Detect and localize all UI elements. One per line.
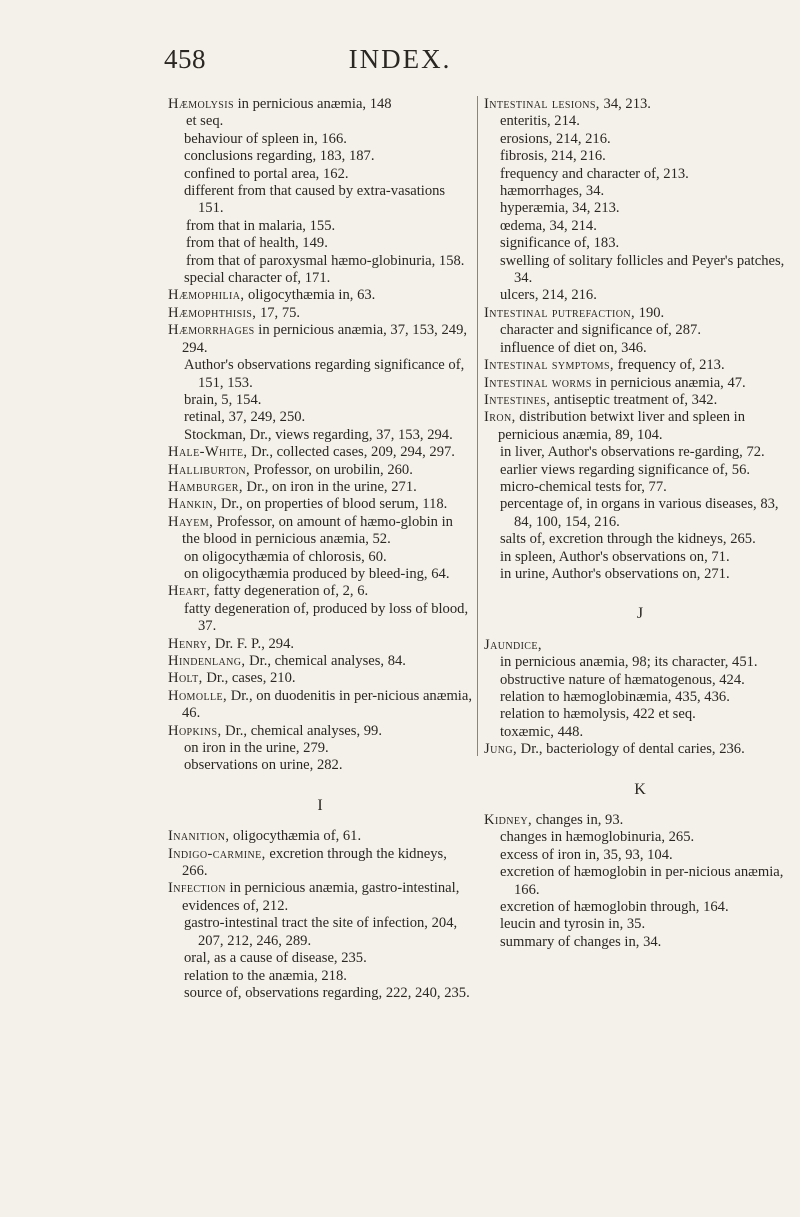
index-entry — [168, 322, 472, 357]
index-subentry: relation to hæmoglobinæmia, 435, 436. — [500, 689, 730, 705]
index-headword: Hopkins, — [168, 722, 222, 739]
index-entry-text: antiseptic treatment of, 342. — [550, 391, 718, 408]
index-entry — [484, 741, 796, 758]
index-headword: Intestines, — [484, 391, 551, 408]
index-headword: Kidney, — [484, 812, 533, 829]
index-subentry: from that of health, 149. — [186, 235, 328, 252]
index-entry-text: fatty degeneration of, 2, 6. — [210, 583, 369, 600]
index-entry — [484, 392, 796, 409]
index-headword: Intestinal symptoms, — [484, 357, 614, 374]
index-subentry: in liver, Author's observations re-garding, 72. — [500, 444, 765, 461]
index-entry — [168, 583, 472, 600]
page-header — [0, 44, 800, 84]
index-subentry: hyperæmia, 34, 213. — [500, 200, 620, 217]
index-headword: Heart, — [168, 583, 211, 600]
index-entry — [168, 828, 472, 845]
index-entry — [168, 96, 472, 113]
index-subentry: significance of, 183. — [500, 235, 620, 252]
index-entry — [168, 444, 472, 461]
index-subentry: toxæmic, 448. — [500, 723, 584, 740]
index-subentry: in pernicious anæmia, 98; its character, 451. — [500, 654, 758, 671]
index-subentry: source of, observations regarding, 222, 240, 235. — [184, 984, 470, 1001]
index-subentry: confined to portal area, 162. — [184, 165, 349, 182]
page-number: 458 — [164, 44, 206, 74]
index-entry — [168, 496, 472, 513]
index-subentry: Author's observations regarding significance of, 151, 153. — [184, 357, 465, 391]
index-subentry: behaviour of spleen in, 166. — [184, 130, 347, 147]
index-entry-text: in pernicious anæmia, 148 — [233, 96, 392, 112]
index-headword: Jung, — [484, 741, 517, 758]
index-subentry: observations on urine, 282. — [184, 757, 343, 774]
section-letter: J — [636, 605, 644, 623]
index-entry-text: Dr., chemical analyses, 99. — [221, 722, 382, 739]
section-letter: K — [634, 780, 646, 798]
index-subentry: on oligocythæmia produced by bleed-ing, 64. — [184, 565, 450, 582]
index-subentry: fibrosis, 214, 216. — [500, 148, 606, 165]
index-entry-text: Dr., on iron in the urine, 271. — [242, 478, 417, 495]
section-letter: I — [317, 796, 323, 814]
index-subentry: relation to the anæmia, 218. — [184, 967, 347, 984]
index-entry-text: frequency of, 213. — [614, 357, 725, 374]
index-entry-text: Dr., cases, 210. — [202, 670, 296, 687]
index-entry-text: Professor, on amount of hæmo-globin in the blood in pernicious anæmia, 52. — [182, 513, 453, 548]
index-headword: Holt, — [168, 670, 203, 687]
index-subentry: excretion of hæmoglobin in per-nicious anæmia, 166. — [500, 864, 784, 898]
index-subentry: changes in hæmoglobinuria, 265. — [500, 829, 695, 846]
index-subentry: Stockman, Dr., views regarding, 37, 153, 294. — [184, 426, 453, 443]
index-subentry: in urine, Author's observations on, 271. — [500, 565, 730, 582]
index-headword: Infection — [168, 880, 226, 897]
index-subentry: erosions, 214, 216. — [500, 130, 611, 147]
index-subentry: obstructive nature of hæmatogenous, 424. — [500, 671, 745, 688]
index-entry — [484, 357, 796, 374]
index-headword: Hankin, — [168, 496, 218, 513]
index-headword: Hindenlang, — [168, 653, 246, 669]
index-subentry: character and significance of, 287. — [500, 322, 701, 339]
index-headword: Indigo-carmine, — [168, 845, 266, 862]
index-headword: Halliburton, — [168, 461, 251, 478]
index-entry — [168, 479, 472, 496]
index-headword: Hale-White, — [168, 444, 248, 461]
index-entry-text: changes in, 93. — [532, 812, 624, 829]
index-headword: Hæmolysis — [168, 96, 234, 112]
index-subentry: different from that caused by extra-vasations 151. — [184, 183, 446, 217]
index-subentry: hæmorrhages, 34. — [500, 183, 605, 200]
index-entry — [484, 812, 796, 829]
index-entry — [484, 305, 796, 322]
index-entry-text: 34, 213. — [599, 96, 651, 112]
page-title: INDEX. — [348, 44, 452, 74]
index-entry — [168, 880, 472, 915]
index-subentry: œdema, 34, 214. — [500, 217, 597, 234]
index-headword: Intestinal worms — [484, 374, 592, 391]
index-headword: Intestinal lesions, — [484, 96, 600, 112]
index-entry-text: Dr., on properties of blood serum, 118. — [217, 496, 448, 513]
index-subentry: fatty degeneration of, produced by loss of blood, 37. — [184, 600, 469, 635]
index-headword: Hæmophilia, — [168, 287, 245, 304]
index-entry-text: in pernicious anæmia, 37, 153, 249, 294. — [182, 322, 468, 356]
index-entry-text: in pernicious anæmia, gastro-intestinal, evidences of, 212. — [182, 880, 460, 914]
index-subentry: frequency and character of, 213. — [500, 165, 689, 182]
index-subentry: gastro-intestinal tract the site of infection, 204, 207, 212, 246, 289. — [184, 915, 458, 949]
index-entry-text: 17, 75. — [256, 304, 301, 321]
index-subentry: leucin and tyrosin in, 35. — [500, 916, 646, 933]
index-entry — [168, 846, 472, 881]
index-headword: Homolle, — [168, 687, 228, 704]
index-subentry: special character of, 171. — [184, 270, 331, 287]
index-entry-text: oligocythæmia of, 61. — [229, 828, 362, 845]
index-headword: Jaundice, — [484, 636, 542, 653]
index-subentry: on oligocythæmia of chlorosis, 60. — [184, 548, 387, 565]
index-headword: Intestinal putrefaction, — [484, 304, 636, 321]
index-subentry: et seq. — [186, 113, 224, 130]
index-subentry: brain, 5, 154. — [184, 391, 262, 408]
index-subentry: excretion of hæmoglobin through, 164. — [500, 899, 729, 916]
index-subentry: swelling of solitary follicles and Peyer's patches, 34. — [500, 252, 785, 287]
index-column-right — [484, 96, 796, 951]
index-headword: Hamburger, — [168, 478, 243, 495]
index-subentry: in spleen, Author's observations on, 71. — [500, 548, 730, 565]
index-entry-text: Dr., collected cases, 209, 294, 297. — [247, 444, 455, 461]
index-entry-text: Dr. F. P., 294. — [211, 635, 295, 652]
index-subentry: conclusions regarding, 183, 187. — [184, 148, 375, 165]
index-entry — [168, 462, 472, 479]
index-headword: Inanition, — [168, 828, 230, 845]
index-entry-text: 190. — [635, 304, 665, 321]
index-entry-text: excretion through the kidneys, 266. — [182, 845, 447, 880]
index-entry — [168, 636, 472, 653]
index-subentry: on iron in the urine, 279. — [184, 740, 329, 757]
index-subentry: retinal, 37, 249, 250. — [184, 409, 306, 426]
index-entry-text: in pernicious anæmia, 47. — [591, 374, 746, 391]
index-subentry: micro-chemical tests for, 77. — [500, 478, 667, 495]
index-subentry: percentage of, in organs in various diseases, 83, 84, 100, 154, 216. — [500, 496, 779, 530]
index-subentry: from that in malaria, 155. — [186, 217, 336, 234]
index-entry-text: Dr., on duodenitis in per-nicious anæmia, 46. — [182, 687, 472, 722]
column-divider — [477, 96, 478, 756]
index-subentry: influence of diet on, 346. — [500, 339, 647, 356]
index-subentry: oral, as a cause of disease, 235. — [184, 950, 367, 967]
index-entry — [168, 670, 472, 687]
index-entry — [484, 409, 796, 444]
index-column-left — [168, 96, 472, 1002]
index-headword: Hayem, — [168, 513, 214, 530]
index-headword: Henry, — [168, 635, 212, 652]
index-subentry: excess of iron in, 35, 93, 104. — [500, 846, 673, 863]
index-entry — [168, 514, 472, 549]
index-entry-text: Dr., chemical analyses, 84. — [245, 653, 406, 669]
index-subentry: ulcers, 214, 216. — [500, 287, 597, 304]
index-subentry: earlier views regarding significance of, 56. — [500, 461, 751, 478]
index-entry — [168, 287, 472, 304]
index-entry — [484, 637, 796, 654]
index-entry — [484, 375, 796, 392]
index-entry — [168, 688, 472, 723]
index-entry-text: Dr., bacteriology of dental caries, 236. — [517, 741, 745, 758]
index-entry — [484, 96, 796, 113]
index-headword: Hæmophthisis, — [168, 304, 257, 321]
index-entry-text: distribution betwixt liver and spleen in pernicious anæmia, 89, 104. — [498, 409, 746, 443]
index-entry-text: Professor, on urobilin, 260. — [250, 461, 413, 478]
index-entry — [168, 305, 472, 322]
index-headword: Hæmorrhages — [168, 322, 255, 339]
index-entry — [168, 723, 472, 740]
index-subentry: summary of changes in, 34. — [500, 933, 662, 950]
index-subentry: enteritis, 214. — [500, 113, 580, 130]
index-subentry: from that of paroxysmal hæmo-globinuria, 158. — [186, 252, 465, 269]
index-entry — [168, 653, 472, 670]
index-subentry: relation to hæmolysis, 422 et seq. — [500, 706, 696, 723]
index-headword: Iron, — [484, 409, 516, 426]
index-entry-text: oligocythæmia in, 63. — [244, 287, 376, 304]
index-subentry: salts of, excretion through the kidneys, 265. — [500, 531, 756, 548]
